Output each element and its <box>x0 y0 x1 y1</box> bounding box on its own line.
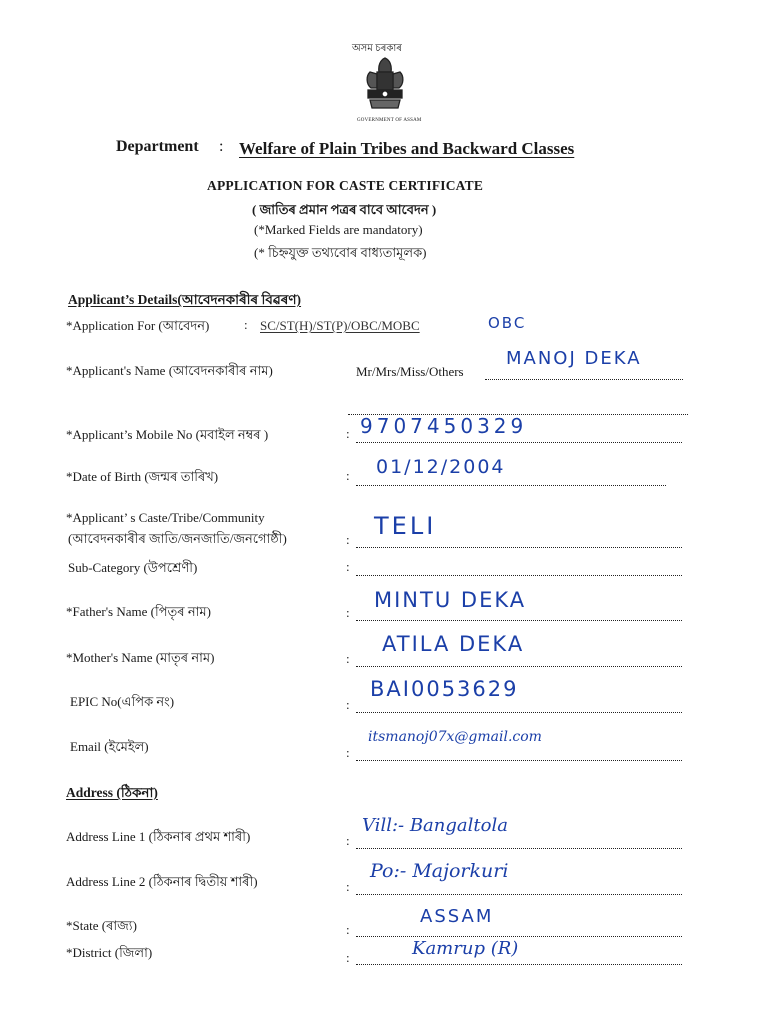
applicant-name-value[interactable]: MANOJ DEKA <box>506 348 642 369</box>
dob-colon: : <box>346 468 350 483</box>
caste-label-assamese: (আবেদনকাৰীৰ জাতি/জনজাতি/জনগোষ্ঠী) <box>68 531 287 546</box>
mother-dotted-line <box>356 665 682 667</box>
state-colon: : <box>346 922 350 937</box>
email-dotted-line <box>356 759 682 761</box>
mother-name-value[interactable]: ATILA DEKA <box>382 632 525 656</box>
govt-assam-assamese: অসম চৰকাৰ <box>352 43 402 54</box>
name-title-options: Mr/Mrs/Miss/Others <box>356 364 464 379</box>
subcategory-label: Sub-Category (উপশ্ৰেণী) <box>68 560 198 575</box>
dob-label: *Date of Birth (জন্মৰ তাৰিখ) <box>66 469 219 484</box>
address-section-title: Address (ঠিকনা) <box>66 785 158 800</box>
address-line1-label: Address Line 1 (ঠিকনাৰ প্ৰথম শাৰী) <box>66 829 251 844</box>
mandatory-note-assamese: (* চিহ্নযুক্ত তথ্যবোৰ বাধ্যতামূলক) <box>254 245 427 260</box>
address-line2-value[interactable]: Po:- Majorkuri <box>370 860 509 882</box>
state-emblem-icon <box>360 54 410 116</box>
dob-dotted-line <box>356 484 666 486</box>
mother-colon: : <box>346 651 350 666</box>
epic-value[interactable]: BAI0053629 <box>370 677 519 701</box>
department-colon: : <box>219 138 224 155</box>
address-line2-dotted-line <box>356 893 682 895</box>
address-line2-label: Address Line 2 (ঠিকনাৰ দ্বিতীয় শাৰী) <box>66 874 258 889</box>
father-name-label: *Father's Name (পিতৃৰ নাম) <box>66 604 211 619</box>
application-for-value[interactable]: OBC <box>488 314 527 332</box>
state-label: *State (ৰাজ্য) <box>66 918 137 933</box>
district-dotted-line <box>356 963 682 965</box>
subcategory-colon: : <box>346 559 350 574</box>
mother-name-label: *Mother's Name (মাতৃৰ নাম) <box>66 650 215 665</box>
mobile-colon: : <box>346 426 350 441</box>
address-line2-colon: : <box>346 879 350 894</box>
address-line1-colon: : <box>346 833 350 848</box>
district-value[interactable]: Kamrup (R) <box>412 938 519 959</box>
email-colon: : <box>346 745 350 760</box>
state-value[interactable]: ASSAM <box>420 906 494 927</box>
department-label: Department <box>116 138 199 155</box>
application-for-colon: : <box>244 317 248 332</box>
govt-assam-english: GOVERNMENT OF ASSAM <box>357 118 422 123</box>
mandatory-note-english: (*Marked Fields are mandatory) <box>254 222 423 237</box>
mobile-dotted-line <box>356 441 682 443</box>
subcategory-dotted-line[interactable] <box>356 574 682 576</box>
mobile-value[interactable]: 9707450329 <box>360 414 528 438</box>
mobile-label: *Applicant’s Mobile No (মবাইল নম্বৰ ) <box>66 427 269 442</box>
district-label: *District (জিলা) <box>66 945 153 960</box>
father-dotted-line <box>356 619 682 621</box>
caste-dotted-line <box>356 546 682 548</box>
form-title: APPLICATION FOR CASTE CERTIFICATE <box>207 178 484 193</box>
epic-colon: : <box>346 697 350 712</box>
caste-label: *Applicant’ s Caste/Tribe/Community <box>66 510 265 525</box>
caste-value[interactable]: TELI <box>374 512 437 540</box>
applicant-name-label: *Applicant's Name (আবেদনকাৰীৰ নাম) <box>66 363 273 378</box>
district-colon: : <box>346 950 350 965</box>
father-colon: : <box>346 605 350 620</box>
address-line1-value[interactable]: Vill:- Bangaltola <box>362 815 508 836</box>
name-dotted-line <box>485 378 683 380</box>
state-dotted-line <box>356 935 682 937</box>
epic-dotted-line <box>356 711 682 713</box>
form-subtitle: ( জাতিৰ প্ৰমান পত্ৰৰ বাবে আবেদন ) <box>252 202 437 217</box>
application-for-options: SC/ST(H)/ST(P)/OBC/MOBC <box>260 318 420 333</box>
father-name-value[interactable]: MINTU DEKA <box>374 588 527 612</box>
caste-colon: : <box>346 532 350 547</box>
application-for-label: *Application For (আবেদন) <box>66 318 210 333</box>
email-value[interactable]: itsmanoj07x@gmail.com <box>368 729 542 745</box>
epic-label: EPIC No(এপিক নং) <box>70 694 175 709</box>
applicant-section-title: Applicant’s Details(আবেদনকাৰীৰ বিৱৰণ) <box>68 292 302 307</box>
email-label: Email (ইমেইল) <box>70 739 149 754</box>
department-value: Welfare of Plain Tribes and Backward Classes <box>239 139 575 158</box>
dob-value[interactable]: 01/12/2004 <box>376 456 506 478</box>
address-line1-dotted-line <box>356 847 682 849</box>
